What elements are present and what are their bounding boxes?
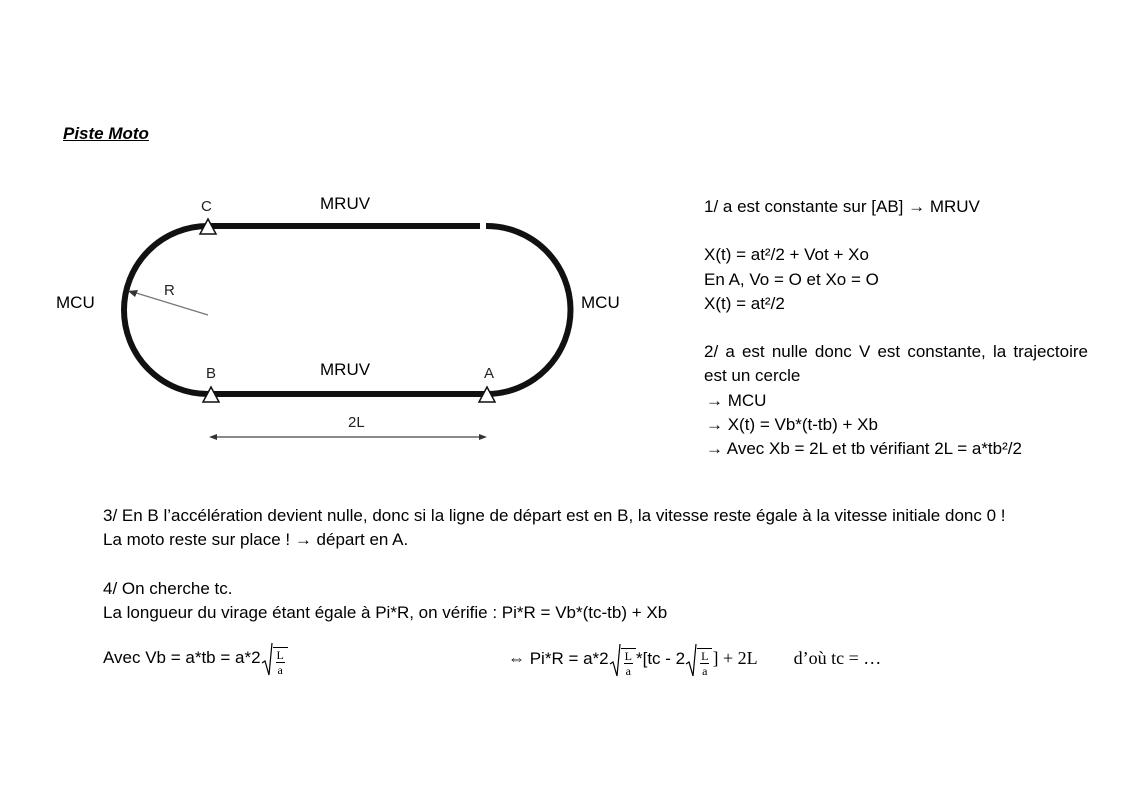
point-c-label: C xyxy=(201,198,212,215)
answers-right-column xyxy=(704,195,1088,462)
part4-line2: La longueur du virage étant égale à Pi*R, on vérifie : Pi*R = Vb*(tc-tb) + Xb xyxy=(103,603,668,622)
equiv-end: ] + 2L xyxy=(712,648,758,668)
sqrt-l-over-a-2: $\frac{L}{a}$ xyxy=(609,642,636,678)
part1-line1: 1/ a est constante sur [AB] → MRUV xyxy=(704,197,980,216)
part1-line3: En A, Vo = O et Xo = O xyxy=(704,269,879,289)
mcu-right-label: MCU xyxy=(581,293,620,312)
part1-line4: X(t) = at²/2 xyxy=(704,293,785,313)
radius-label: R xyxy=(164,282,175,299)
part3-line1: 3/ En B l’accélération devient nulle, donc si la ligne de départ est en B, la vitesse reste égale à la vitesse initiale donc 0 ! xyxy=(103,506,1006,525)
sqrt-l-over-a-3: $\frac{L}{a}$ xyxy=(685,642,712,678)
length-arrow-left xyxy=(209,434,217,440)
part4-line1: 4/ On cherche tc. xyxy=(103,579,233,598)
mcu-left-label: MCU xyxy=(56,293,95,312)
tc-result: d’où tc = … xyxy=(793,648,882,668)
frac-num: L xyxy=(276,647,284,662)
track-left-curve xyxy=(124,226,208,394)
page-title: Piste Moto xyxy=(63,124,149,143)
frac-den: a xyxy=(277,662,283,677)
part2-line4: → Avec Xb = 2L et tb vérifiant 2L = a*tb²/2 xyxy=(706,439,1022,459)
vb-formula xyxy=(103,638,288,678)
equiv-mid: *[tc - 2 xyxy=(635,649,686,668)
part1-line2: X(t) = at²/2 + Vot + Xo xyxy=(704,245,869,265)
radius-arrowhead xyxy=(128,290,138,297)
equivalence-formula xyxy=(508,638,881,679)
part3-line2: La moto reste sur place ! → départ en A. xyxy=(103,530,409,549)
part2-line2: → MCU xyxy=(706,390,767,410)
length-label: 2L xyxy=(348,414,365,431)
sqrt-l-over-a xyxy=(261,641,288,677)
equiv-prefix: ⇔ Pi*R = a*2 xyxy=(508,649,609,668)
mruv-top-label: MRUV xyxy=(320,194,371,213)
part2-line3: → X(t) = Vb*(t-tb) + Xb xyxy=(706,415,878,435)
track-right-curve xyxy=(486,226,571,394)
point-b-label: B xyxy=(206,365,217,382)
vb-formula-prefix: Avec Vb = a*tb = a*2 xyxy=(103,648,261,667)
part2-line1: 2/ a est nulle donc V est constante, la trajectoire est un cercle xyxy=(704,342,1088,386)
length-arrow-right xyxy=(479,434,487,440)
mruv-bottom-label: MRUV xyxy=(320,360,371,379)
point-a-label: A xyxy=(484,365,495,382)
